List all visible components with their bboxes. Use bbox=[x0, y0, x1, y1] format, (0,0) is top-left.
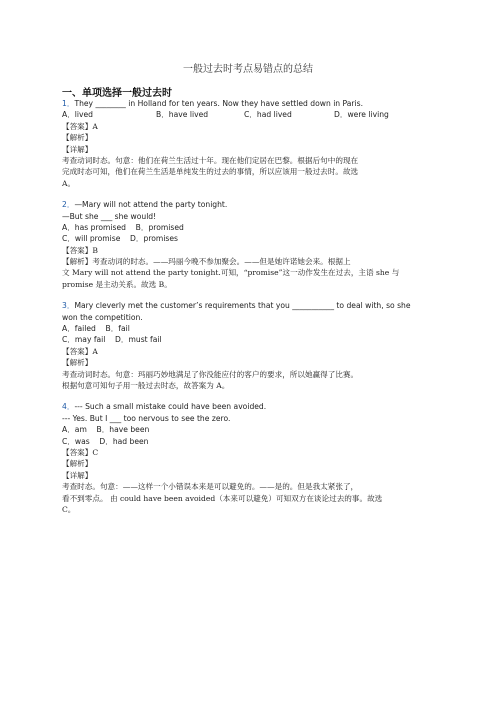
explanation-line: 考查动词时态。句意：玛丽巧妙地满足了你没能应付的客户的要求，所以她赢得了比赛。 bbox=[62, 369, 359, 379]
option-a: A．lived bbox=[62, 110, 93, 120]
section-heading: 一、单项选择一般过去时 bbox=[62, 88, 172, 99]
answer-label: 【答案】A bbox=[62, 121, 98, 131]
question-1 bbox=[62, 98, 438, 189]
detail-label: 【详解】 bbox=[62, 144, 93, 154]
question-stem: --- Such a small mistake could have been avoided. bbox=[74, 402, 267, 412]
explanation-line: A。 bbox=[62, 178, 76, 188]
options-row bbox=[62, 109, 438, 120]
question-number: 4． bbox=[62, 402, 75, 412]
question-number: 2． bbox=[62, 200, 75, 210]
question-stem-line2: —But she ___ she would! bbox=[62, 211, 157, 221]
analysis-label: 【解析】 bbox=[62, 133, 93, 143]
question-number: 1． bbox=[62, 99, 75, 108]
options-row: A．failed B．fail bbox=[62, 324, 130, 334]
questions-content bbox=[62, 98, 438, 515]
question-stem: They ________ in Holland for ten years. Now they have settled down in Paris. bbox=[74, 99, 364, 108]
question-stem: Mary cleverly met the customer’s requirements that you ___________ to deal with, so she bbox=[74, 301, 411, 311]
options-row: C．was D．had been bbox=[62, 436, 149, 446]
explanation-line: 文 Mary will not attend the party tonight.可知，“promise”这一动作发生在过去，主语 she 与 bbox=[62, 268, 400, 278]
explanation-line: 完成时态可知，他们在荷兰生活是单纯发生的过去的事情，所以应该用一般过去时。故选 bbox=[62, 167, 359, 177]
explanation-line: promise 是主动关系。故选 B。 bbox=[62, 279, 172, 289]
analysis-label: 【解析】 bbox=[62, 358, 93, 368]
page-title: 一般过去时考点易错点的总结 bbox=[183, 64, 313, 75]
explanation-line: 看不到零点。 由 could have been avoided（本来可以避免）可知双方在谈论过去的事。故选 bbox=[62, 493, 383, 503]
options-row: C．may fail D．must fail bbox=[62, 335, 162, 345]
answer-label: 【答案】A bbox=[62, 346, 98, 356]
explanation-line: 根据句意可知句子用一般过去时态，故答案为 A。 bbox=[62, 380, 230, 390]
explanation-line: 【解析】考查动词的时态。——玛丽今晚不参加聚会。——但是她许诺她会来。根据上 bbox=[62, 257, 351, 267]
question-3 bbox=[62, 300, 438, 391]
question-stem: —Mary will not attend the party tonight. bbox=[74, 200, 228, 210]
analysis-label: 【解析】 bbox=[62, 459, 93, 469]
options-row: C．will promise D．promises bbox=[62, 234, 179, 244]
option-d: D．were living bbox=[334, 110, 389, 120]
options-row: A．has promised B．promised bbox=[62, 222, 184, 232]
question-stem-line2: --- Yes. But I ___ too nervous to see the zero. bbox=[62, 413, 231, 423]
option-c: C．had lived bbox=[244, 110, 292, 120]
question-2 bbox=[62, 199, 438, 290]
options-row: A．am B．have been bbox=[62, 425, 150, 435]
detail-label: 【详解】 bbox=[62, 470, 93, 480]
question-4 bbox=[62, 401, 438, 515]
answer-label: 【答案】C bbox=[62, 447, 99, 457]
answer-label: 【答案】B bbox=[62, 245, 98, 255]
question-number: 3． bbox=[62, 301, 75, 311]
question-stem-line2: won the competition. bbox=[62, 312, 143, 322]
explanation-line: 考查动词时态。句意：他们在荷兰生活过十年。现在他们定居在巴黎。根据后句中的现在 bbox=[62, 155, 359, 165]
explanation-line: C。 bbox=[62, 504, 76, 514]
option-b: B．have lived bbox=[156, 110, 209, 120]
explanation-line: 考查时态。句意：——这样一个小错误本来是可以避免的。——是的。但是我太紧张了， bbox=[62, 482, 359, 492]
